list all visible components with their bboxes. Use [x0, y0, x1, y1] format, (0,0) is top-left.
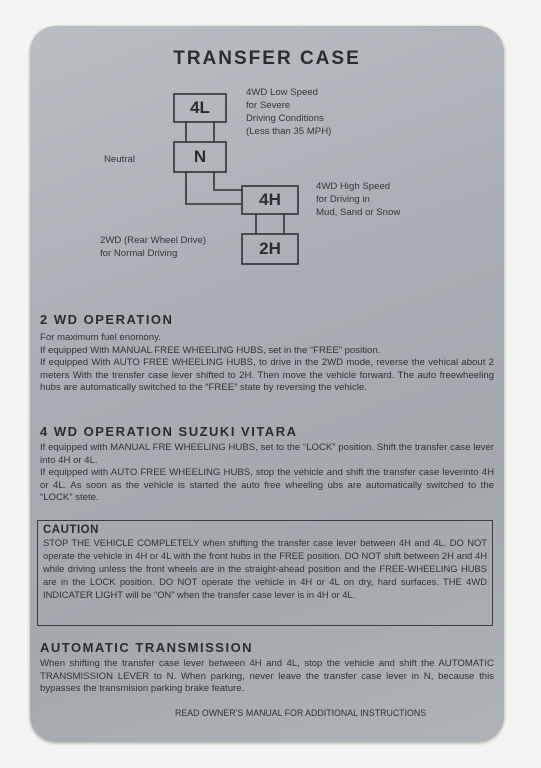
gear-4l: 4L [190, 98, 210, 117]
caution-heading: CAUTION [43, 524, 99, 536]
section-at-heading: AUTOMATIC TRANSMISSION [40, 640, 254, 655]
channel-4h-2h [256, 214, 284, 234]
channel-n-4h [186, 172, 242, 204]
gear-n: N [193, 147, 207, 166]
section-at-text: When shifting the transfer case lever between 4H and 4L, stop the vehicle and shift the AUTOMATIC TRANSMISSION LEVER to N. When parking, never leave the transfer case lever in N, because this bypasses the transmision parking brake feature. [40, 658, 494, 695]
transfer-case-label [30, 26, 504, 742]
caution-text: STOP THE VEHICLE COMPLETELY when shifting the transfer case lever between 4H and 4L. DO NOT operate the vehicle in 4H or 4L with the front hubs in the FREE position. DO NOT shift between 2H and 4H while driving unless the front wheels are in the straight-ahead position and the FREE-WHEELING HUBS are in the LOCK position. DO NOT operate the vehicle in 4H or 4L on dry, hard surfaces. THE 4WD INDICATER LIGHT will be “ON” when the transfer case lever is in 4H or 4L. [43, 537, 487, 600]
channel-4l-n [186, 122, 214, 142]
gear-2h: 2H [259, 239, 281, 258]
section-2wd-text: For maximum fuel enomony. If equipped With MANUAL FREE WHEELING HUBS, set in the “FREE” position. If equipped With AUTO FREE WHEELING HUBS, to drive in the 2WD mode, reverse the vehical about 2 meters With the trensfer case lever shifted to 2H. Then move the vehicle forward. The auto freewheeling hubs are automatically switched to the “FREE” state by reversing the vehicle. [40, 332, 494, 394]
label-title: TRANSFER CASE [173, 48, 361, 69]
note-4wd-high: 4WD High Speed for Driving in Mud, Sand or Snow [316, 181, 401, 218]
note-4wd-low: 4WD Low Speed for Severe Driving Conditions (Less than 35 MPH) [246, 87, 332, 137]
caution-box [37, 520, 493, 626]
note-2wd: 2WD (Rear Wheel Drive) for Normal Driving [100, 235, 207, 259]
note-neutral: Neutral [104, 154, 135, 165]
shift-pattern-diagram [30, 26, 504, 306]
section-2wd-heading: 2 WD OPERATION [40, 312, 174, 327]
footer-note: READ OWNER’S MANUAL FOR ADDITIONAL INSTRUCTIONS [175, 708, 427, 718]
section-4wd-heading: 4 WD OPERATION SUZUKI VITARA [40, 424, 298, 439]
gear-4h: 4H [259, 190, 281, 209]
section-4wd-text: If equipped with MANUAL FRE WHEELING HUBS, set to the “LOCK” position. Shift the transfer case lever into 4H or 4L. If equipped with AUTO FREE WHEELING HUBS, stop the vehicle and shift the transfer case leverinto 4H or 4L. As soon as the vehicle is started the auto free wheeling ubs are automatically switched to the “LOCK” stete. [40, 442, 494, 504]
